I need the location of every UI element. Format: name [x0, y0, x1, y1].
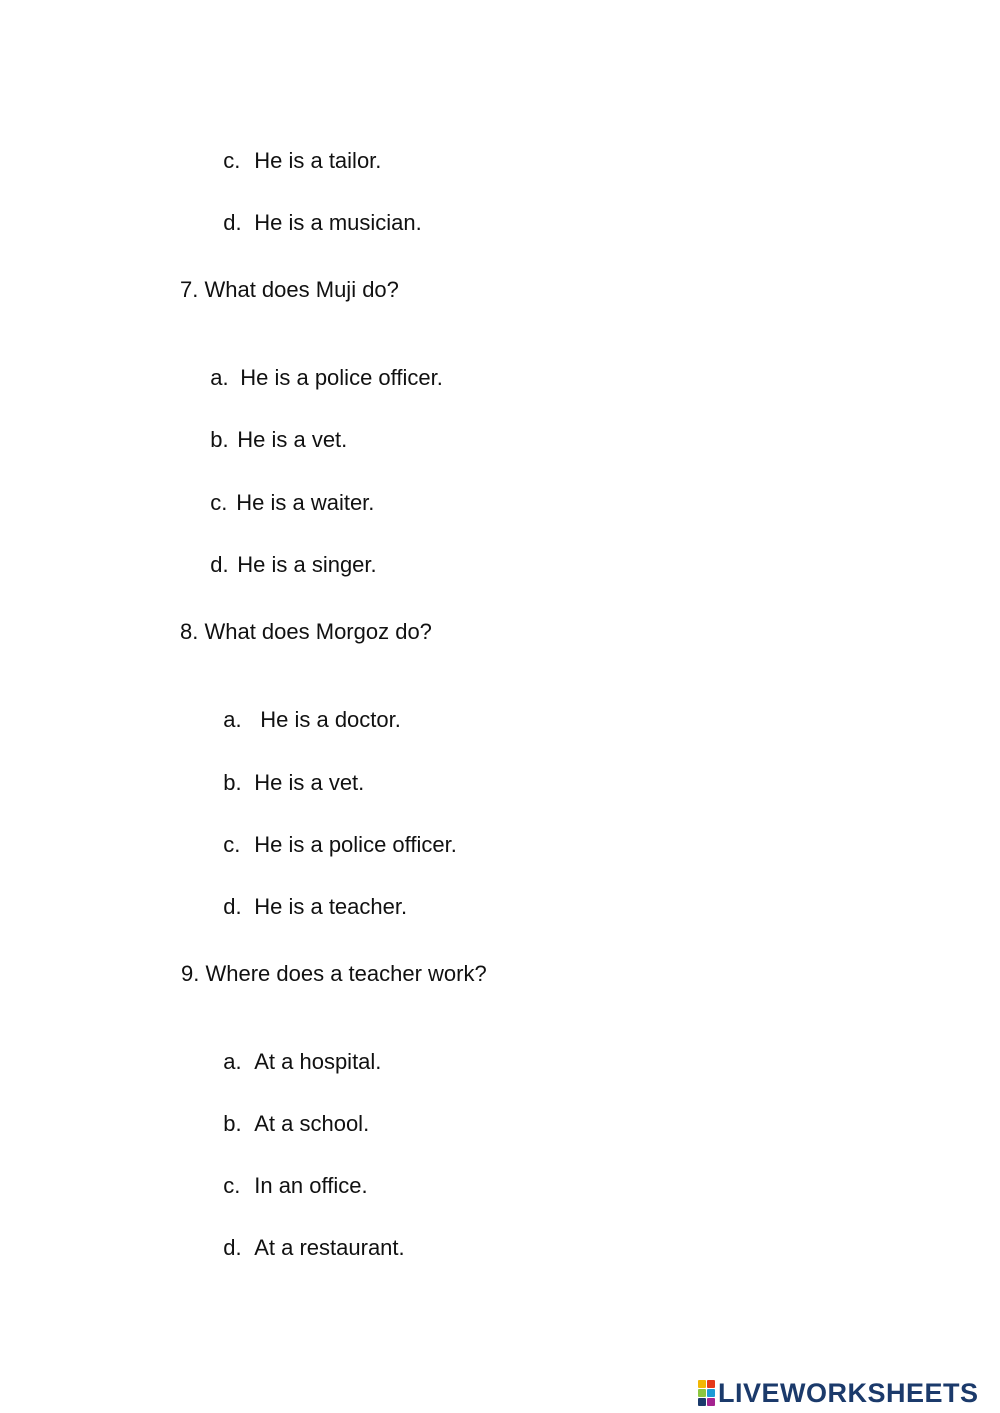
option-text: He is a teacher. — [254, 894, 408, 919]
option-9b[interactable] — [211, 1085, 369, 1137]
logo-wordmark: LIVEWORKSHEETS — [718, 1378, 979, 1408]
option-9c[interactable] — [211, 1147, 368, 1199]
option-7a[interactable] — [198, 339, 443, 391]
option-9a[interactable] — [211, 1023, 381, 1075]
option-text: He is a vet. — [237, 427, 348, 452]
option-text: He is a vet. — [254, 770, 365, 795]
option-text: At a school. — [254, 1111, 370, 1136]
option-marker: a. — [223, 707, 242, 732]
option-marker: d. — [210, 552, 229, 577]
option-marker: b. — [223, 770, 242, 795]
option-8b[interactable] — [211, 744, 364, 796]
option-7d[interactable] — [198, 526, 377, 578]
liveworksheets-logo — [698, 1378, 979, 1408]
option-8d[interactable] — [211, 868, 407, 920]
option-marker: c. — [223, 1173, 241, 1198]
option-text: He is a tailor. — [254, 148, 382, 173]
option-text: He is a musician. — [254, 210, 422, 235]
option-marker: a. — [210, 365, 229, 390]
option-marker: d. — [223, 894, 242, 919]
liveworksheets-logo-icon — [698, 1380, 715, 1406]
option-marker: c. — [223, 148, 241, 173]
option-7c[interactable] — [198, 464, 374, 516]
option-marker: d. — [223, 210, 242, 235]
option-6d[interactable] — [211, 184, 422, 236]
question-8-prompt: 8. What does Morgoz do? — [180, 619, 432, 644]
question-9-prompt: 9. Where does a teacher work? — [181, 961, 487, 986]
option-text: He is a doctor. — [260, 707, 401, 732]
option-marker: a. — [223, 1049, 242, 1074]
option-text: He is a singer. — [237, 552, 377, 577]
option-marker: b. — [210, 427, 229, 452]
option-marker: b. — [223, 1111, 242, 1136]
question-7-prompt: 7. What does Muji do? — [180, 277, 399, 302]
option-8c[interactable] — [211, 806, 457, 858]
option-9d[interactable] — [211, 1209, 405, 1261]
option-8a[interactable] — [211, 681, 401, 733]
option-text: He is a police officer. — [254, 832, 457, 857]
option-text: He is a police officer. — [240, 365, 443, 390]
option-text: In an office. — [254, 1173, 368, 1198]
option-6c[interactable] — [211, 122, 381, 174]
option-marker: c. — [223, 832, 241, 857]
option-7b[interactable] — [198, 401, 347, 453]
option-marker: d. — [223, 1235, 242, 1260]
option-text: He is a waiter. — [236, 490, 375, 515]
option-marker: c. — [210, 490, 228, 515]
option-text: At a hospital. — [254, 1049, 382, 1074]
option-text: At a restaurant. — [254, 1235, 405, 1260]
